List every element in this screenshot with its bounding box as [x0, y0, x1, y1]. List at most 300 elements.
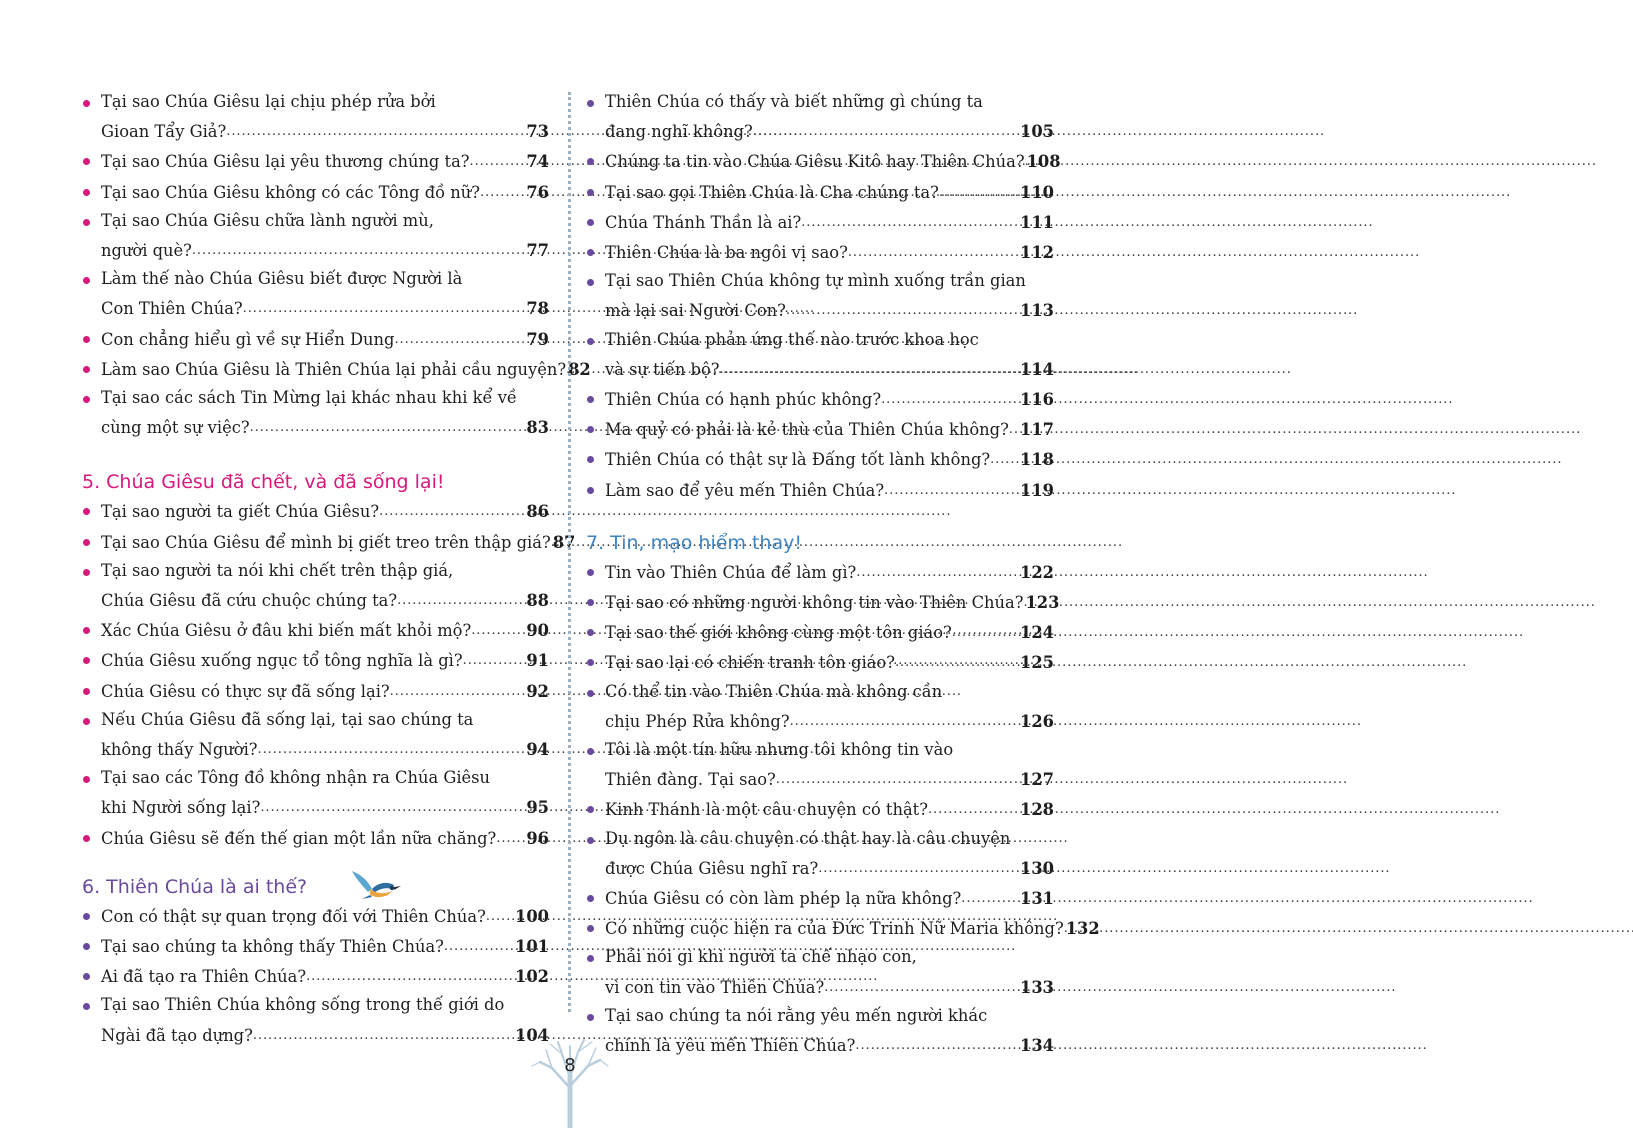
toc-page-number: 123	[1025, 593, 1060, 613]
toc-entry-text: Con Thiên Chúa?	[101, 299, 243, 319]
bullet-icon	[587, 158, 594, 165]
toc-entry-text: Chúa Giêsu đã cứu chuộc chúng ta?	[101, 591, 398, 611]
toc-page-number: 92	[526, 681, 549, 701]
toc-entry[interactable]	[586, 883, 1054, 913]
toc-entry-line	[586, 557, 1054, 587]
toc-entry-line	[586, 736, 1054, 764]
bullet-icon	[587, 219, 594, 226]
toc-page-number: 108	[1026, 152, 1061, 172]
toc-entry-text: Tại sao gọi Thiên Chúa là Cha chúng ta?	[605, 182, 939, 202]
toc-entry-continuation	[82, 293, 549, 323]
toc-entry-text: Con chẳng hiểu gì về sự Hiển Dung	[101, 329, 395, 349]
left-column	[82, 88, 591, 1050]
toc-entry[interactable]	[586, 267, 1054, 325]
toc-page-number: 94	[526, 740, 549, 760]
toc-page-number: 131	[1020, 889, 1054, 909]
dot-leader	[486, 901, 513, 931]
bullet-icon	[83, 189, 90, 196]
toc-entry-text: Tại sao thế giới không cùng một tôn giáo?	[605, 623, 952, 643]
toc-entry-continuation	[586, 706, 1054, 736]
toc-page-number: 111	[1020, 212, 1054, 232]
toc-entry-line	[82, 384, 549, 412]
bullet-icon	[587, 748, 594, 755]
toc-entry-text: Chúa Giêsu có còn làm phép lạ nữa không?	[605, 889, 962, 909]
toc-entry-line	[586, 475, 1054, 505]
toc-entry-text: Thiên Chúa là ba ngôi vị sao?	[605, 243, 848, 263]
toc-page-number: 100	[515, 906, 549, 926]
toc-entry[interactable]	[586, 587, 1060, 617]
dot-leader	[258, 734, 525, 764]
toc-entry[interactable]	[82, 615, 549, 645]
toc-page-number: 88	[526, 591, 549, 611]
toc-entry-text: Dụ ngôn là câu chuyện có thật hay là câu chuyện	[605, 828, 1011, 848]
toc-entry-continuation	[82, 116, 549, 146]
toc-entry-line	[586, 647, 1054, 677]
bullet-icon	[587, 1014, 594, 1021]
dot-leader	[192, 235, 524, 265]
toc-entry-line	[586, 678, 1054, 706]
toc-entry-line	[82, 88, 549, 116]
bullet-icon	[587, 487, 594, 494]
dot-leader	[379, 496, 524, 526]
section-7-heading	[586, 529, 1054, 557]
toc-page-number: 116	[1020, 390, 1054, 410]
right-column	[586, 88, 1100, 1060]
toc-list-top-left	[82, 88, 591, 442]
bullet-icon	[83, 396, 90, 403]
toc-entry[interactable]	[82, 991, 549, 1049]
toc-entry-line	[586, 88, 1054, 116]
toc-page-number: 119	[1020, 480, 1054, 500]
toc-entry[interactable]	[82, 324, 549, 354]
toc-entry-text: Chúa Giêsu có thực sự đã sống lại?	[101, 681, 390, 701]
toc-page-number: 117	[1020, 420, 1054, 440]
toc-entry[interactable]	[82, 706, 549, 764]
dot-leader	[444, 931, 513, 961]
toc-entry-line	[586, 913, 1100, 943]
toc-entry-continuation	[82, 734, 549, 764]
toc-entry-text: được Chúa Giêsu nghĩ ra?	[605, 858, 819, 878]
toc-page-number: 77	[526, 241, 549, 261]
bullet-icon	[587, 629, 594, 636]
dot-leader	[952, 617, 1018, 647]
bullet-icon	[587, 659, 594, 666]
toc-entry[interactable]	[586, 794, 1054, 824]
toc-entry[interactable]	[586, 943, 1054, 1001]
toc-entry[interactable]	[82, 931, 549, 961]
toc-entry-line	[586, 617, 1054, 647]
toc-entry-text: Xác Chúa Giêsu ở đâu khi biến mất khỏi mộ?	[101, 621, 472, 641]
bullet-icon	[587, 189, 594, 196]
bullet-icon	[83, 158, 90, 165]
toc-entry-text: Chúa Giêsu xuống ngục tổ tông nghĩa là gì?	[101, 651, 463, 671]
toc-page-number: 122	[1020, 562, 1054, 582]
toc-entry-continuation	[586, 853, 1054, 883]
toc-entry-line	[82, 823, 549, 853]
toc-entry-text: mà lại sai Người Con?	[605, 301, 786, 321]
toc-entry[interactable]	[586, 647, 1054, 677]
toc-entry-text: Tại sao người ta nói khi chết trên thập giá,	[101, 560, 454, 580]
dot-leader	[939, 177, 1018, 207]
toc-entry[interactable]	[586, 913, 1100, 943]
toc-entry-text: Tại sao Chúa Giêsu không có các Tông đồ nữ?	[101, 182, 480, 202]
toc-entry-line	[586, 1002, 1054, 1030]
toc-entry-continuation	[82, 412, 549, 442]
bullet-icon	[83, 336, 90, 343]
toc-entry-text: Phải nói gì khi người ta chế nhạo con,	[605, 947, 917, 967]
toc-page-number: 132	[1065, 919, 1100, 939]
toc-entry-text: Tại sao chúng ta nói rằng yêu mến người khác	[605, 1005, 988, 1025]
toc-entry[interactable]	[82, 961, 549, 991]
toc-entry[interactable]	[82, 823, 549, 853]
toc-entry-text: Tôi là một tín hữu nhưng tôi không tin vào	[605, 740, 954, 760]
toc-entry-line	[82, 324, 549, 354]
bullet-icon	[83, 657, 90, 664]
dot-leader	[394, 324, 524, 354]
toc-page-number: 105	[1020, 122, 1054, 142]
toc-entry-text: khi Người sống lại?	[101, 798, 261, 818]
bullet-icon	[587, 955, 594, 962]
dot-leader	[753, 116, 1018, 146]
toc-entry[interactable]	[586, 326, 1054, 384]
toc-page-number: 102	[515, 967, 549, 987]
toc-entry[interactable]	[82, 676, 549, 706]
toc-entry-line	[586, 326, 1054, 354]
bullet-icon	[83, 366, 90, 373]
bullet-icon	[83, 776, 90, 783]
toc-entry-text: Chúa Giêsu sẽ đến thế gian một lần nữa chăng?	[101, 828, 497, 848]
toc-entry-text: Tại sao lại có chiến tranh tôn giáo?	[605, 653, 895, 673]
bullet-icon	[83, 1003, 90, 1010]
section-5-title: 5. Chúa Giêsu đã chết, và đã sống lại!	[82, 471, 445, 494]
toc-entry-text: Làm sao Chúa Giêsu là Thiên Chúa lại phải cầu nguyện?	[101, 359, 567, 379]
toc-page-number: 112	[1020, 243, 1054, 263]
bullet-icon	[83, 943, 90, 950]
bullet-icon	[587, 338, 594, 345]
bullet-icon	[83, 508, 90, 515]
bullet-icon	[83, 718, 90, 725]
toc-entry[interactable]	[82, 207, 549, 265]
dot-leader	[895, 647, 1018, 677]
page-number: 8	[564, 1055, 576, 1076]
toc-entry-line	[586, 444, 1054, 474]
toc-page-number: 76	[526, 182, 549, 202]
toc-entry[interactable]	[586, 1002, 1054, 1060]
bullet-icon	[83, 627, 90, 634]
toc-entry-line	[82, 764, 549, 792]
tree-icon	[528, 1036, 612, 1128]
dot-leader	[463, 645, 525, 675]
bullet-icon	[587, 925, 594, 932]
dot-leader	[253, 1020, 513, 1050]
toc-entry-line	[586, 267, 1054, 295]
toc-page-number: 95	[526, 798, 549, 818]
toc-entry-continuation	[82, 792, 549, 822]
toc-entry-text: chính là yêu mến Thiên Chúa?	[605, 1036, 856, 1056]
toc-page-number: 74	[526, 152, 549, 172]
dot-leader	[260, 792, 524, 822]
toc-entry-line	[82, 146, 549, 176]
toc-entry-text: Tại sao các Tông đồ không nhận ra Chúa Giêsu	[101, 768, 491, 788]
toc-entry-line	[82, 901, 549, 931]
toc-entry-line	[586, 883, 1054, 913]
toc-entry-line	[586, 943, 1054, 971]
toc-entry-text: Thiên Chúa có thấy và biết những gì chúng ta	[605, 92, 983, 111]
section-6-heading	[82, 873, 549, 901]
toc-entry-line	[586, 207, 1054, 237]
toc-entry[interactable]	[82, 496, 549, 526]
bullet-icon	[83, 835, 90, 842]
toc-page-number: 86	[526, 502, 549, 522]
toc-entry[interactable]	[586, 825, 1054, 883]
toc-entry[interactable]	[82, 88, 549, 146]
bullet-icon	[83, 277, 90, 284]
toc-entry-line	[586, 237, 1054, 267]
toc-page-number: 134	[1020, 1036, 1054, 1056]
bullet-icon	[83, 913, 90, 920]
toc-entry-text: Tại sao chúng ta không thấy Thiên Chúa?	[101, 937, 444, 957]
toc-entry-text: Có những cuộc hiện ra của Đức Trinh Nữ Maria không?	[605, 919, 1064, 939]
dot-leader	[928, 794, 1018, 824]
dot-leader	[470, 146, 525, 176]
toc-entry-line	[586, 384, 1054, 414]
toc-entry[interactable]	[586, 88, 1054, 146]
toc-entry-line	[586, 177, 1054, 207]
toc-entry[interactable]	[586, 384, 1054, 414]
toc-entry[interactable]	[586, 678, 1054, 736]
toc-entry-text: Tin vào Thiên Chúa để làm gì?	[605, 562, 857, 582]
bird-icon	[348, 865, 402, 901]
bullet-icon	[587, 426, 594, 433]
toc-list-top-right	[586, 88, 1061, 505]
toc-entry-text: chịu Phép Rửa không?	[605, 711, 790, 731]
bullet-icon	[83, 100, 90, 107]
dot-leader	[1009, 414, 1018, 444]
toc-list-section-5	[82, 496, 576, 852]
bullet-icon	[83, 569, 90, 576]
toc-page-number: 78	[526, 299, 549, 319]
toc-list-section-7	[586, 557, 1100, 1060]
toc-entry-continuation	[586, 972, 1054, 1002]
dot-leader	[881, 384, 1018, 414]
column-divider	[568, 92, 571, 1012]
toc-page-number: 82	[568, 359, 591, 379]
dot-leader	[243, 293, 525, 323]
toc-entry-text: Thiên Chúa có hạnh phúc không?	[605, 390, 882, 410]
toc-page-number: 127	[1020, 770, 1054, 790]
toc-entry-text: Thiên đàng. Tại sao?	[605, 770, 776, 790]
toc-entry-line	[82, 676, 549, 706]
dot-leader	[786, 295, 1018, 325]
toc-entry-text: Tại sao Chúa Giêsu lại chịu phép rửa bởi	[101, 92, 436, 111]
bullet-icon	[587, 249, 594, 256]
bullet-icon	[587, 806, 594, 813]
toc-page-number: 113	[1020, 301, 1054, 321]
toc-entry-line	[82, 615, 549, 645]
toc-entry-text: người què?	[101, 241, 192, 261]
toc-entry-line	[82, 991, 549, 1019]
toc-entry-line	[586, 794, 1054, 824]
toc-page-number: 118	[1020, 450, 1054, 470]
toc-entry-text: Tại sao các sách Tin Mừng lại khác nhau khi kể về	[101, 388, 517, 408]
toc-page-number: 110	[1020, 182, 1054, 202]
toc-entry-line	[82, 961, 549, 991]
section-6-title: 6. Thiên Chúa là ai thế?	[82, 875, 308, 898]
dot-leader	[480, 177, 524, 207]
toc-entry-continuation	[82, 585, 549, 615]
toc-entry-text: Chúa Thánh Thần là ai?	[605, 212, 802, 232]
toc-entry[interactable]	[586, 177, 1054, 207]
toc-entry[interactable]	[586, 146, 1061, 176]
toc-entry-continuation	[586, 354, 1054, 384]
bullet-icon	[587, 100, 594, 107]
toc-entry[interactable]	[586, 444, 1054, 474]
toc-page-number: 133	[1020, 977, 1054, 997]
dot-leader	[390, 676, 525, 706]
toc-entry-continuation	[586, 764, 1054, 794]
toc-page-number: 101	[515, 937, 549, 957]
toc-entry-continuation	[82, 1020, 549, 1050]
bullet-icon	[587, 599, 594, 606]
toc-page-number: 124	[1020, 623, 1054, 643]
toc-page-number: 83	[526, 418, 549, 438]
dot-leader	[884, 475, 1018, 505]
toc-entry-line	[82, 177, 549, 207]
dot-leader	[801, 207, 1018, 237]
dot-leader	[776, 764, 1018, 794]
toc-entry[interactable]	[82, 384, 549, 442]
toc-entry-text: và sự tiến bộ?	[605, 359, 720, 379]
toc-entry-text: cùng một sự việc?	[101, 418, 250, 438]
toc-entry[interactable]	[82, 177, 549, 207]
toc-entry-text: Gioan Tẩy Giả?	[101, 122, 227, 142]
toc-entry-text: Tại sao Thiên Chúa không sống trong thế giới do	[101, 995, 505, 1015]
toc-page-number: 125	[1020, 653, 1054, 673]
toc-entry[interactable]	[82, 557, 549, 615]
toc-page-number: 91	[526, 651, 549, 671]
toc-entry-line	[82, 354, 591, 384]
bullet-icon	[587, 690, 594, 697]
toc-entry[interactable]	[586, 557, 1054, 587]
dot-leader	[719, 354, 1018, 384]
toc-page-number: 104	[515, 1025, 549, 1045]
toc-entry[interactable]	[586, 207, 1054, 237]
dot-leader	[226, 116, 524, 146]
section-5-heading	[82, 468, 549, 496]
toc-entry-text: Làm sao để yêu mến Thiên Chúa?	[605, 480, 885, 500]
dot-leader	[961, 883, 1018, 913]
bullet-icon	[587, 837, 594, 844]
toc-entry-text: không thấy Người?	[101, 740, 258, 760]
toc-entry-text: Tại sao Chúa Giêsu chữa lành người mù,	[101, 210, 434, 230]
toc-entry-line	[82, 645, 549, 675]
toc-entry[interactable]	[82, 265, 549, 323]
toc-entry[interactable]	[586, 237, 1054, 267]
toc-entry-text: Tại sao người ta giết Chúa Giêsu?	[101, 502, 380, 522]
toc-entry-text: Nếu Chúa Giêsu đã sống lại, tại sao chúng ta	[101, 709, 474, 729]
toc-entry-text: Tại sao có những người không tin vào Thiên Chúa?	[605, 593, 1024, 613]
toc-entry-text: Tại sao Chúa Giêsu để mình bị giết treo trên thập giá?	[101, 532, 551, 552]
toc-entry-text: Thiên Chúa phản ứng thế nào trước khoa học	[605, 329, 979, 349]
toc-page-number: 87	[552, 532, 576, 552]
toc-page-number: 128	[1020, 800, 1054, 820]
toc-entry-text: Kinh Thánh là một câu chuyện có thật?	[605, 800, 928, 820]
toc-entry-text: Chúng ta tin vào Chúa Giêsu Kitô hay Thiên Chúa?	[605, 152, 1025, 172]
toc-entry[interactable]	[586, 414, 1054, 444]
bullet-icon	[83, 539, 90, 546]
bullet-icon	[587, 396, 594, 403]
toc-entry-line	[586, 587, 1060, 617]
toc-entry-text: Tại sao Thiên Chúa không tự mình xuống trần gian	[605, 271, 1026, 291]
toc-entry-line	[82, 496, 549, 526]
toc-page-number: 90	[526, 621, 549, 641]
toc-entry-text: Ai đã tạo ra Thiên Chúa?	[101, 967, 307, 987]
toc-page-number: 126	[1020, 711, 1054, 731]
bullet-icon	[83, 219, 90, 226]
toc-entry-continuation	[586, 1030, 1054, 1060]
dot-leader	[856, 557, 1018, 587]
toc-entry-line	[82, 557, 549, 585]
toc-page-number: 73	[526, 122, 549, 142]
toc-entry-continuation	[586, 116, 1054, 146]
toc-entry-text: Ngài đã tạo dựng?	[101, 1025, 253, 1045]
toc-entry-text: Tại sao Chúa Giêsu lại yêu thương chúng ta?	[101, 152, 470, 172]
toc-entry-line	[82, 265, 549, 293]
toc-entry[interactable]	[586, 617, 1054, 647]
toc-entry-text: đang nghĩ không?	[605, 122, 753, 142]
dot-leader	[855, 1030, 1018, 1060]
toc-entry-text: Làm thế nào Chúa Giêsu biết được Người là	[101, 269, 463, 289]
toc-entry-line	[586, 414, 1054, 444]
toc-entry-line	[586, 146, 1061, 176]
toc-entry-line	[82, 527, 576, 557]
toc-entry-line	[82, 931, 549, 961]
toc-entry-text: Con có thật sự quan trọng đối với Thiên Chúa?	[101, 906, 486, 926]
toc-page-number: 114	[1020, 359, 1054, 379]
dot-leader	[306, 961, 513, 991]
dot-leader	[990, 444, 1018, 474]
toc-entry[interactable]	[82, 146, 549, 176]
toc-entry-text: vì con tin vào Thiên Chúa?	[605, 977, 825, 997]
toc-entry[interactable]	[82, 645, 549, 675]
bullet-icon	[83, 973, 90, 980]
toc-entry-text: Có thể tin vào Thiên Chúa mà không cần	[605, 681, 943, 701]
dot-leader	[790, 706, 1018, 736]
toc-page-number: 79	[526, 329, 549, 349]
toc-entry[interactable]	[82, 901, 549, 931]
bullet-icon	[587, 569, 594, 576]
toc-entry-text: Thiên Chúa có thật sự là Đấng tốt lành không?	[605, 450, 991, 470]
toc-page-number: 130	[1020, 858, 1054, 878]
dot-leader	[471, 615, 524, 645]
toc-entry-line	[82, 207, 549, 235]
dot-leader	[250, 412, 525, 442]
dot-leader	[818, 853, 1018, 883]
dot-leader	[824, 972, 1018, 1002]
toc-entry-text: Ma quỷ có phải là kẻ thù của Thiên Chúa không?	[605, 420, 1009, 440]
toc-entry[interactable]	[82, 764, 549, 822]
toc-entry[interactable]	[586, 475, 1054, 505]
bullet-icon	[587, 895, 594, 902]
dot-leader	[496, 823, 524, 853]
dot-leader	[397, 585, 524, 615]
toc-entry[interactable]	[82, 527, 576, 557]
toc-list-section-6	[82, 901, 549, 1050]
dot-leader	[848, 237, 1018, 267]
toc-entry[interactable]	[586, 736, 1054, 794]
toc-entry[interactable]	[82, 354, 591, 384]
toc-entry-continuation	[586, 295, 1054, 325]
